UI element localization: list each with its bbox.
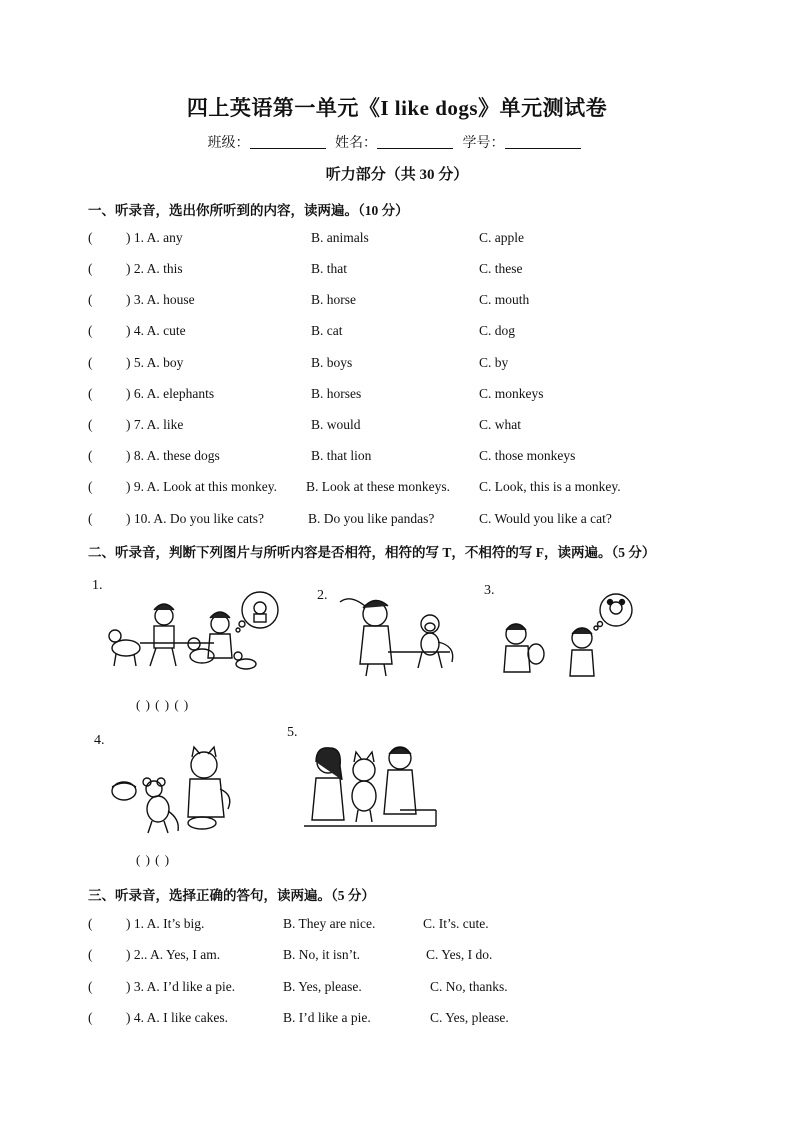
answer-paren[interactable]: ( (88, 511, 93, 526)
name-blank[interactable] (377, 134, 453, 149)
number-label: 学号： (462, 136, 505, 151)
option-c: C. Yes, I do. (426, 947, 493, 962)
option-b: B. boys (311, 355, 353, 370)
option-b: B. that (311, 261, 347, 276)
option-b: B. cat (311, 323, 343, 338)
option-b: B. No, it isn’t. (283, 947, 361, 962)
kids-with-cat-picture (300, 740, 440, 836)
option-a: ) 1. A. any (126, 230, 183, 245)
option-a: ) 9. A. Look at this monkey. (126, 479, 277, 494)
class-label: 班级： (207, 136, 250, 151)
boy-and-monkey-picture (330, 592, 465, 678)
section3-heading: 三、听录音，选择正确的答句，读两遍。（5 分） (88, 888, 375, 903)
answer-paren[interactable]: ( (88, 292, 93, 307)
option-c: C. apple (479, 230, 524, 245)
option-b: B. Do you like pandas? (308, 511, 435, 526)
option-a: ) 4. A. I like cakes. (126, 1010, 228, 1025)
option-b: B. that lion (311, 448, 372, 463)
option-a: ) 4. A. cute (126, 323, 186, 338)
picture-number-2: 2. (317, 588, 328, 603)
question-row (0, 448, 794, 466)
option-a: ) 10. A. Do you like cats? (126, 511, 264, 526)
student-info-line (0, 132, 794, 152)
picture-number-1: 1. (92, 578, 103, 593)
picture-number-4: 4. (94, 733, 105, 748)
question-row (0, 916, 794, 934)
question-row (0, 417, 794, 435)
option-b: B. horses (311, 386, 362, 401)
option-b: B. horse (311, 292, 356, 307)
boys-and-panda-picture (496, 592, 646, 680)
question-row (0, 230, 794, 248)
option-c: C. Would you like a cat? (479, 511, 612, 526)
answer-paren[interactable]: ( (88, 417, 93, 432)
answers-row-2[interactable]: ( ) ( ) (136, 852, 171, 867)
option-c: C. No, thanks. (430, 979, 508, 994)
option-a: ) 2. A. this (126, 261, 183, 276)
option-b: B. Yes, please. (283, 979, 362, 994)
option-b: B. would (311, 417, 361, 432)
answer-paren[interactable]: ( (88, 323, 93, 338)
section1-heading: 一、听录音，选出你所听到的内容，读两遍。（10 分） (88, 203, 409, 218)
option-c: C. dog (479, 323, 516, 338)
answer-paren[interactable]: ( (88, 947, 93, 962)
section2-heading: 二、听录音，判断下列图片与所听内容是否相符，相符的写 T，不相符的写 F，读两遍。（5 分） (88, 545, 656, 560)
question-row (0, 261, 794, 279)
option-b: B. animals (311, 230, 369, 245)
option-b: B. I’d like a pie. (283, 1010, 371, 1025)
question-row (0, 979, 794, 997)
answer-paren[interactable]: ( (88, 479, 93, 494)
answer-paren[interactable]: ( (88, 386, 93, 401)
option-a: ) 2.. A. Yes, I am. (126, 947, 221, 962)
option-c: C. Look, this is a monkey. (479, 479, 621, 494)
option-c: C. those monkeys (479, 448, 576, 463)
question-row (0, 386, 794, 404)
option-a: ) 5. A. boy (126, 355, 184, 370)
class-blank[interactable] (250, 134, 326, 149)
question-row (0, 511, 794, 529)
picture-number-3: 3. (484, 583, 495, 598)
mouse-and-cat-picture (108, 745, 238, 839)
option-c: C. these (479, 261, 523, 276)
option-c: C. It’s. cute. (423, 916, 489, 931)
option-a: ) 8. A. these dogs (126, 448, 220, 463)
option-a: ) 1. A. It’s big. (126, 916, 205, 931)
option-a: ) 3. A. I’d like a pie. (126, 979, 236, 994)
option-c: C. Yes, please. (430, 1010, 509, 1025)
answer-paren[interactable]: ( (88, 355, 93, 370)
option-c: C. monkeys (479, 386, 544, 401)
answers-row-1[interactable]: ( ) ( ) ( ) (136, 697, 190, 712)
answer-paren[interactable]: ( (88, 979, 93, 994)
name-label: 姓名： (335, 136, 377, 151)
boys-with-dogs-picture (104, 588, 284, 678)
question-row (0, 292, 794, 310)
option-a: ) 7. A. like (126, 417, 184, 432)
option-c: C. by (479, 355, 509, 370)
option-b: B. Look at these monkeys. (306, 479, 450, 494)
page-title: 四上英语第一单元《I like dogs》单元测试卷 (186, 96, 608, 120)
question-row (0, 323, 794, 341)
answer-paren[interactable]: ( (88, 230, 93, 245)
option-a: ) 6. A. elephants (126, 386, 215, 401)
question-row (0, 479, 794, 497)
question-row (0, 355, 794, 373)
number-blank[interactable] (505, 134, 581, 149)
question-row (0, 1010, 794, 1028)
listening-subtitle: 听力部分（共 30 分） (325, 167, 469, 183)
answer-paren[interactable]: ( (88, 1010, 93, 1025)
answer-paren[interactable]: ( (88, 916, 93, 931)
option-c: C. what (479, 417, 521, 432)
question-row (0, 947, 794, 965)
answer-paren[interactable]: ( (88, 448, 93, 463)
option-a: ) 3. A. house (126, 292, 195, 307)
option-c: C. mouth (479, 292, 530, 307)
answer-paren[interactable]: ( (88, 261, 93, 276)
option-b: B. They are nice. (283, 916, 376, 931)
picture-number-5: 5. (287, 725, 298, 740)
